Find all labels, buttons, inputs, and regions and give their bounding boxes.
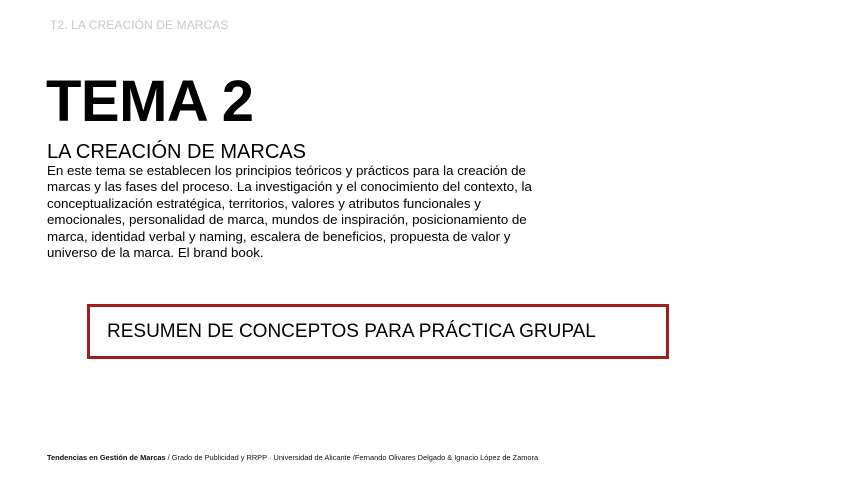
footer-course-name: Tendencias en Gestión de Marcas <box>47 453 166 462</box>
summary-callout-text: RESUMEN DE CONCEPTOS PARA PRÁCTICA GRUPAL <box>107 321 596 342</box>
page-title: TEMA 2 <box>46 69 254 134</box>
footer-details: / Grado de Publicidad y RRPP · Universidad de Alicante /Fernando Olivares Delgado & Ignacio López de Zamora <box>165 453 539 462</box>
section-header-label: T2. LA CREACIÓN DE MARCAS <box>50 18 229 32</box>
page-subtitle: LA CREACIÓN DE MARCAS <box>47 141 306 163</box>
topic-description: En este tema se establecen los principios teóricos y prácticos para la creación de marcas y las fases del proceso. La investigación y el conocimiento del contexto, la conceptualización estratégica, territorios, valores y atributos funcionales y emocionales, personalidad de marca, mundos de inspiración, posicionamiento de marca, identidad verbal y naming, escalera de beneficios, propuesta de valor y universo de la marca. El brand book. <box>47 163 532 261</box>
summary-callout-box <box>87 304 669 359</box>
footer <box>47 453 538 462</box>
